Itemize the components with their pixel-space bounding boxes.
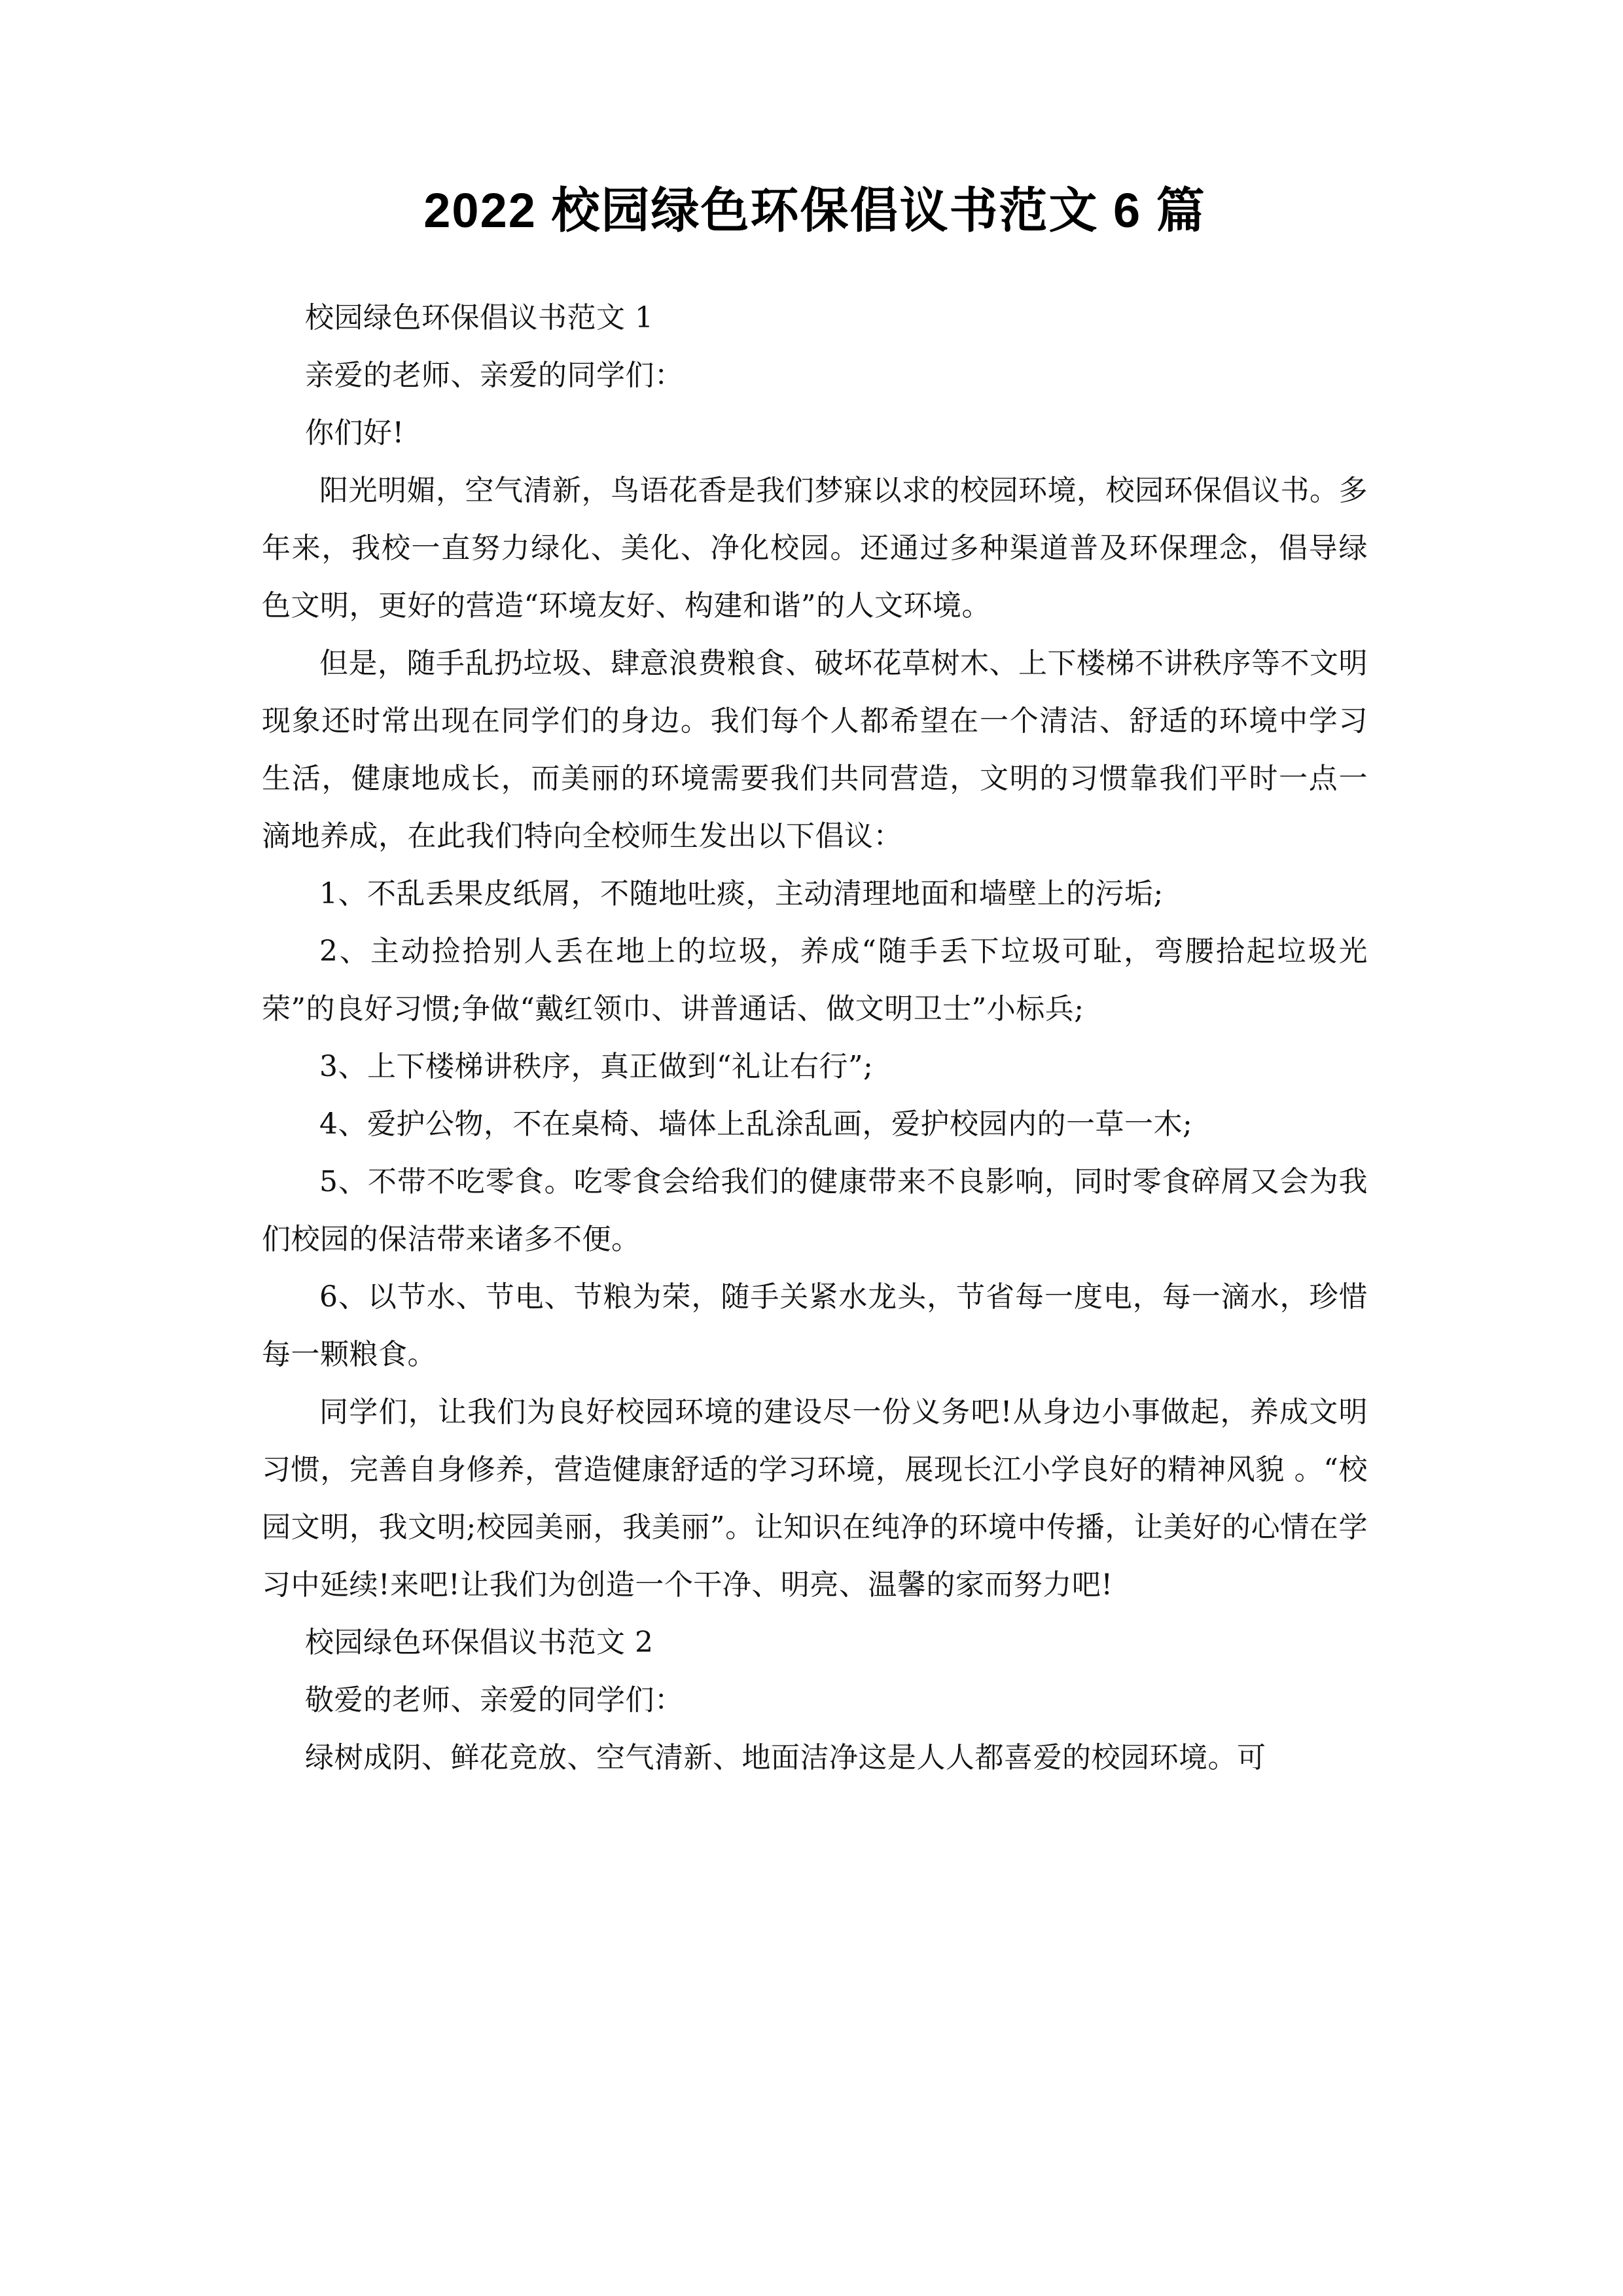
section-1-greeting: 你们好! [305,416,404,450]
section-2-heading: 校园绿色环保倡议书范文 2 [305,1625,654,1659]
section-2-salutation: 敬爱的老师、亲爱的同学们： [305,1683,684,1717]
section-1-paragraph-2: 但是，随手乱扔垃圾、肆意浪费粮食、破坏花草树木、上下楼梯不讲秩序等不文明现象还时常出现在同学们的身边。我们每个人都希望在一个清洁、舒适的环境中学习生活，健康地成长，而美丽的环境需要我们共同营造，文明的习惯靠我们平时一点一滴地养成，在此我们特向全校师生发出以下倡议： [262,646,1368,853]
section-1-salutation: 亲爱的老师、亲爱的同学们： [305,358,684,392]
section-1-paragraph-1: 阳光明媚，空气清新，鸟语花香是我们梦寐以求的校园环境，校园环保倡议书。多年来，我校一直努力绿化、美化、净化校园。还通过多种渠道普及环保理念，倡导绿色文明，更好的营造“环境友好、构建和谐”的人文环境。 [262,473,1368,622]
section-1-list-item-2: 2、主动捡拾别人丢在地上的垃圾，养成“随手丢下垃圾可耻，弯腰拾起垃圾光荣”的良好习惯;争做“戴红领巾、讲普通话、做文明卫士”小标兵; [262,934,1368,1026]
section-1-list-item-5: 5、不带不吃零食。吃零食会给我们的健康带来不良影响，同时零食碎屑又会为我们校园的保洁带来诸多不便。 [262,1164,1368,1256]
section-1-list-item-3: 3、上下楼梯讲秩序，真正做到“礼让右行”; [319,1049,874,1083]
section-1-list-item-6: 6、以节水、节电、节粮为荣，随手关紧水龙头，节省每一度电，每一滴水，珍惜每一颗粮食。 [262,1280,1368,1371]
section-1-heading: 校园绿色环保倡议书范文 1 [305,300,654,334]
section-1-list-item-1: 1、不乱丢果皮纸屑，不随地吐痰，主动清理地面和墙壁上的污垢; [319,876,1164,910]
section-1-paragraph-closing: 同学们，让我们为良好校园环境的建设尽一份义务吧!从身边小事做起，养成文明习惯，完善自身修养，营造健康舒适的学习环境，展现长江小学良好的精神风貌 。“校园文明，我文明;校园美丽，我美丽”。让知识在纯净的环境中传播，让美好的心情在学习中延续!来吧!让我们为创造一个干净、明亮、温馨的家而努力吧! [262,1395,1368,1602]
document-body [262,289,1368,1787]
section-1-list-item-4: 4、爱护公物，不在桌椅、墙体上乱涂乱画，爱护校园内的一草一木; [319,1107,1193,1141]
page-title: 2022 校园绿色环保倡议书范文 6 篇 [423,183,1206,238]
section-2-paragraph-1: 绿树成阴、鲜花竞放、空气清新、地面洁净这是人人都喜爱的校园环境。可 [305,1740,1266,1774]
page-content [262,0,1368,1787]
